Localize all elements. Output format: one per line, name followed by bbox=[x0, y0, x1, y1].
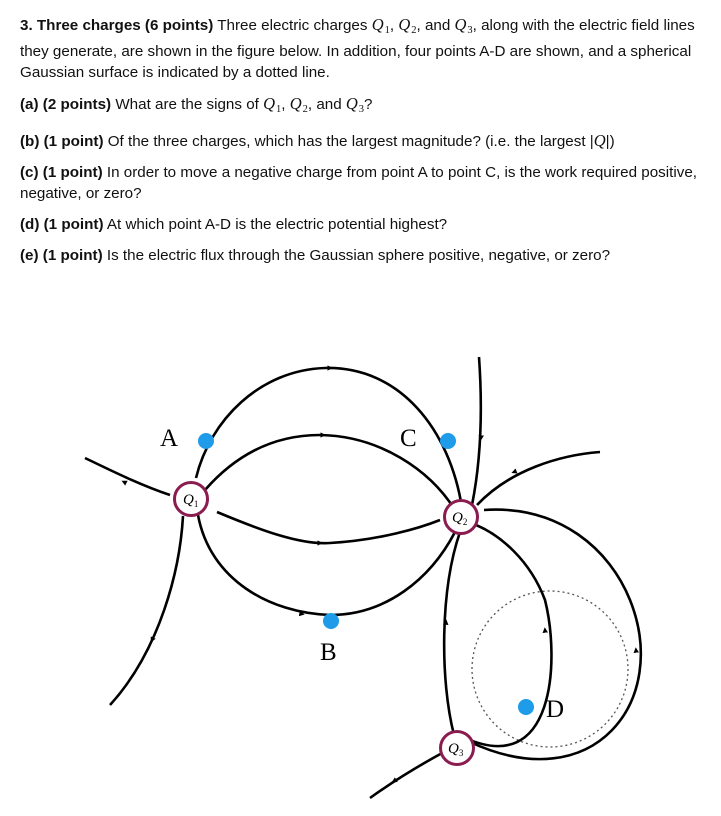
charge-q3-sub: 3 bbox=[458, 748, 464, 758]
q2-letter: Q bbox=[398, 15, 411, 34]
point-A-label: A bbox=[160, 425, 179, 452]
part-b-q: Q bbox=[593, 131, 606, 150]
intro-sep-1: , bbox=[389, 17, 399, 34]
point-C bbox=[440, 433, 456, 449]
q2-subscript: 2 bbox=[411, 25, 417, 36]
part-a-end: ? bbox=[364, 96, 373, 113]
part-a-sep-1: , bbox=[281, 96, 290, 113]
field-line-bottom-B bbox=[198, 515, 455, 615]
part-b-abs-open: | bbox=[589, 133, 594, 150]
part-b-abs-close: |) bbox=[605, 133, 615, 150]
part-a-q2-sub: 2 bbox=[302, 104, 308, 115]
intro-text-1: Three electric charges bbox=[213, 17, 372, 34]
q3-letter: Q bbox=[454, 15, 467, 34]
part-a-q3-sub: 3 bbox=[358, 104, 365, 115]
point-D bbox=[518, 699, 534, 715]
point-D-label: D bbox=[546, 696, 565, 723]
part-a-sep-2: , and bbox=[307, 96, 346, 113]
charge-q1-letter: Q bbox=[183, 492, 194, 508]
field-line-q2-top bbox=[472, 357, 481, 505]
part-b-label: (b) (1 point) bbox=[20, 133, 104, 150]
point-B-label: B bbox=[320, 639, 337, 666]
field-line-q2-right bbox=[477, 452, 600, 505]
field-line-q3-q2-left bbox=[444, 532, 460, 735]
part-a-q1-sub: 1 bbox=[276, 104, 282, 115]
field-line-top-inner bbox=[205, 435, 455, 510]
part-d-label: (d) (1 point) bbox=[20, 216, 104, 233]
charge-q2-sub: 2 bbox=[462, 517, 468, 527]
intro-sep-2: , and bbox=[416, 17, 455, 34]
part-c-label: (c) (1 point) bbox=[20, 164, 103, 181]
point-C-label: C bbox=[400, 425, 417, 452]
part-a-label: (a) (2 points) bbox=[20, 96, 112, 113]
charge-q3-letter: Q bbox=[448, 741, 459, 757]
part-a-q3-letter: Q bbox=[345, 94, 358, 113]
q3-subscript: 3 bbox=[467, 25, 473, 36]
part-e-label: (e) (1 point) bbox=[20, 247, 103, 264]
point-A bbox=[198, 433, 214, 449]
part-a-text: What are the signs of bbox=[111, 96, 264, 113]
point-B bbox=[323, 613, 339, 629]
problem-heading: 3. Three charges (6 points) bbox=[20, 17, 214, 34]
field-line-q3-out bbox=[370, 752, 444, 798]
charge-q2-letter: Q bbox=[452, 510, 463, 526]
part-b-text: Of the three charges, which has the largest magnitude? (i.e. the largest bbox=[103, 133, 590, 150]
field-lines bbox=[85, 357, 641, 798]
q1-letter: Q bbox=[371, 15, 384, 34]
points bbox=[160, 425, 564, 723]
part-e-text: Is the electric flux through the Gaussian sphere positive, negative, or zero? bbox=[102, 247, 611, 264]
charge-q3 bbox=[441, 732, 474, 765]
q1-subscript: 1 bbox=[384, 25, 390, 36]
field-line-top-outer bbox=[193, 368, 462, 509]
intro-text-2: , along with the electric field lines they generate, are shown in the figure below. In addition, four points A-D are shown, and a spherical Gaussian surface is indicated by a dotted line. bbox=[20, 17, 695, 81]
charge-q1 bbox=[175, 483, 208, 516]
field-line-q1-left bbox=[85, 458, 170, 495]
charge-q2 bbox=[445, 501, 478, 534]
field-line-q1-down bbox=[110, 516, 183, 705]
charge-q1-sub: 1 bbox=[193, 499, 199, 509]
field-line-q3-q2-inner bbox=[463, 525, 551, 746]
part-a-q1-letter: Q bbox=[263, 94, 275, 113]
part-c-text: In order to move a negative charge from point A to point C, is the work required positive, negative, or zero? bbox=[20, 164, 697, 202]
field-line-middle bbox=[217, 512, 440, 543]
part-d-text: At which point A-D is the electric potential highest? bbox=[103, 216, 448, 233]
part-a-q2-letter: Q bbox=[289, 94, 302, 113]
